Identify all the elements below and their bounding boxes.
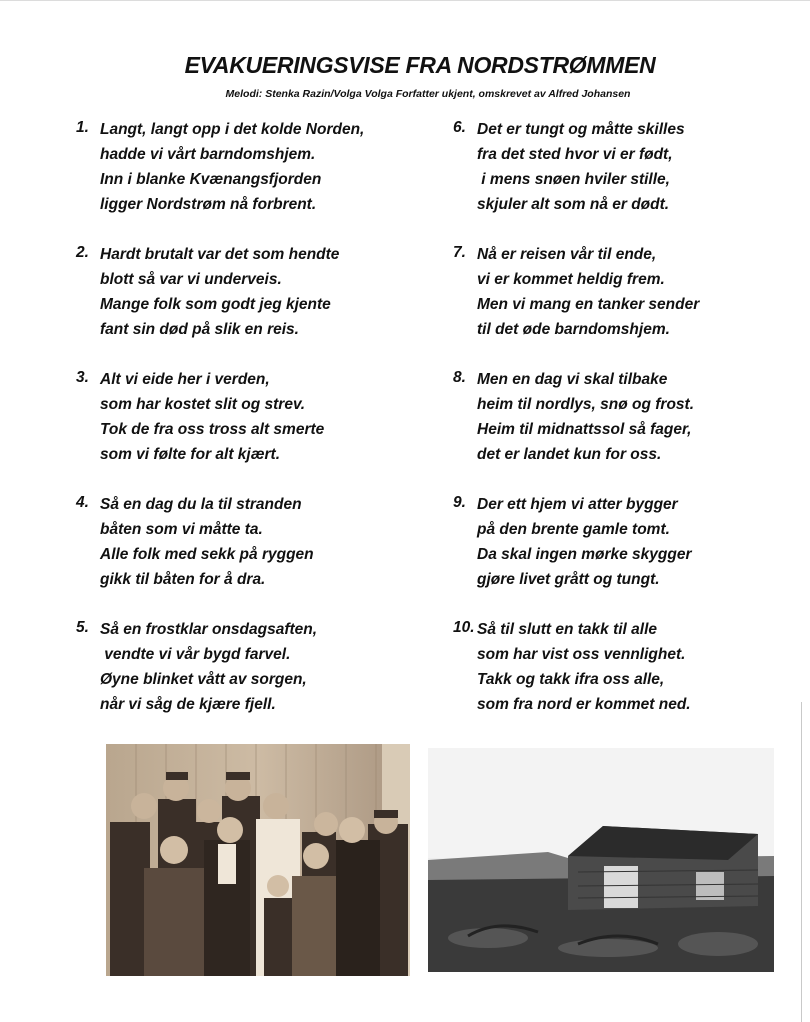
verse-line: som fra nord er kommet ned. [477, 696, 691, 713]
verse-number: 7. [453, 244, 466, 261]
verse-line: Hardt brutalt var det som hendte [100, 246, 340, 263]
verse-line: Mange folk som godt jeg kjente [100, 296, 331, 313]
verse-line: fra det sted hvor vi er født, [477, 146, 673, 163]
verse-line: ligger Nordstrøm nå forbrent. [100, 196, 317, 213]
verse-number: 9. [453, 494, 466, 511]
house-shore-illustration [428, 748, 774, 972]
verse-line: fant sin død på slik en reis. [100, 321, 299, 338]
page-edge-divider [801, 702, 806, 1022]
family-group-illustration [106, 744, 410, 976]
verse-number: 3. [76, 369, 89, 386]
verse-number: 6. [453, 119, 466, 136]
family-group-photo [106, 744, 410, 976]
verse-number: 1. [76, 119, 89, 136]
verse-line: som har kostet slit og strev. [100, 396, 306, 413]
verse-line: det er landet kun for oss. [477, 446, 662, 463]
song-title: EVAKUERINGSVISE FRA NORDSTRØMMEN [184, 52, 656, 78]
verse-line: Det er tungt og måtte skilles [477, 121, 685, 138]
verse-number: 5. [76, 619, 89, 636]
verse-line: heim til nordlys, snø og frost. [477, 396, 695, 413]
top-divider [0, 0, 810, 1]
verse-line: Så til slutt en takk til alle [477, 621, 658, 638]
verse-line: blott så var vi underveis. [100, 271, 282, 288]
verse-line: Da skal ingen mørke skygger [477, 546, 692, 563]
verse-line: vi er kommet heldig frem. [477, 271, 665, 288]
verse-number: 2. [76, 244, 89, 261]
song-subtitle: Melodi: Stenka Razin/Volga Volga Forfatter ukjent, omskrevet av Alfred Johansen [225, 88, 631, 100]
verse-line: hadde vi vårt barndomshjem. [100, 146, 316, 163]
verse-line: Men en dag vi skal tilbake [477, 371, 668, 388]
verse-line: Inn i blanke Kvænangsfjorden [100, 171, 322, 188]
verse-line: Øyne blinket vått av sorgen, [100, 671, 307, 688]
burnt-house-photo [428, 748, 774, 972]
verse-line: i mens snøen hviler stille, [477, 171, 670, 188]
verse-line: Alle folk med sekk på ryggen [100, 546, 314, 563]
verse-line: Så en dag du la til stranden [100, 496, 302, 513]
verse-line: gjøre livet grått og tungt. [477, 571, 660, 588]
verse-number: 8. [453, 369, 466, 386]
verse-line: Takk og takk ifra oss alle, [477, 671, 665, 688]
verse-line: på den brente gamle tomt. [477, 521, 670, 538]
verse-line: når vi såg de kjære fjell. [100, 696, 276, 713]
verse-line: Langt, langt opp i det kolde Norden, [100, 121, 365, 138]
verse-line: Heim til midnattssol så fager, [477, 421, 692, 438]
verse-number: 10. [453, 619, 475, 636]
verse-line: skjuler alt som nå er dødt. [477, 196, 670, 213]
verse-line: som vi følte for alt kjært. [100, 446, 281, 463]
verse-line: Alt vi eide her i verden, [100, 371, 270, 388]
verse-line: Så en frostklar onsdagsaften, [100, 621, 318, 638]
verse-line: vendte vi vår bygd farvel. [100, 646, 291, 663]
verse-line: Tok de fra oss tross alt smerte [100, 421, 325, 438]
verse-line: gikk til båten for å dra. [100, 571, 266, 588]
verse-line: Der ett hjem vi atter bygger [477, 496, 678, 513]
verse-line: båten som vi måtte ta. [100, 521, 263, 538]
verse-line: Nå er reisen vår til ende, [477, 246, 657, 263]
verse-line: til det øde barndomshjem. [477, 321, 670, 338]
verse-line: som har vist oss vennlighet. [477, 646, 686, 663]
verse-number: 4. [76, 494, 89, 511]
verse-line: Men vi mang en tanker sender [477, 296, 700, 313]
